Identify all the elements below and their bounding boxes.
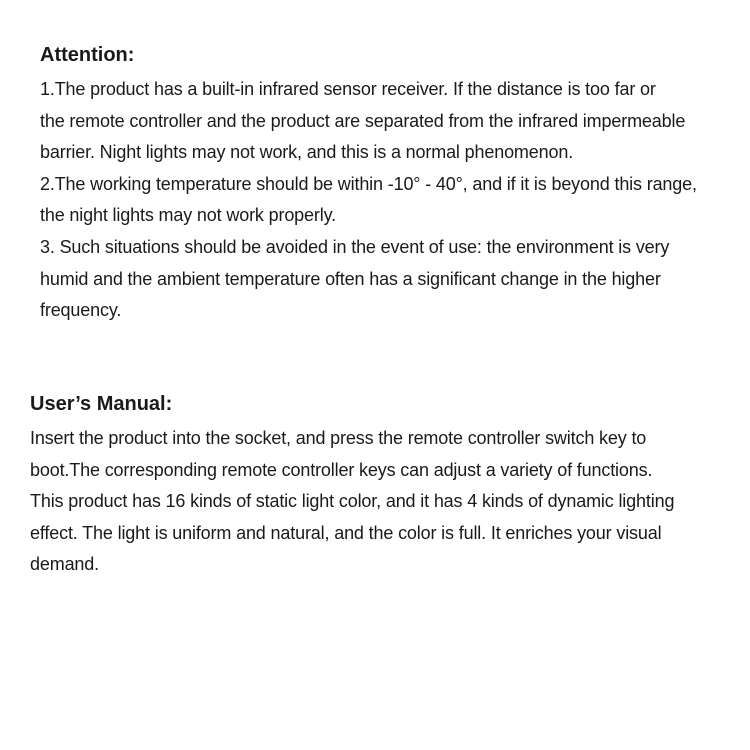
attention-line: frequency.	[40, 300, 122, 321]
attention-line: humid and the ambient temperature often has a significant change in the higher	[40, 268, 661, 289]
attention-body	[40, 74, 745, 327]
manual-line: boot.The corresponding remote controller keys can adjust a variety of functions.	[30, 459, 653, 480]
attention-heading: Attention:	[40, 44, 135, 66]
manual-line: This product has 16 kinds of static light color, and it has 4 kinds of dynamic lighting	[30, 491, 675, 512]
users-manual-section	[30, 389, 735, 581]
attention-line: barrier. Night lights may not work, and this is a normal phenomenon.	[40, 142, 574, 163]
manual-line: effect. The light is uniform and natural, and the color is full. It enriches your visual	[30, 522, 662, 543]
users-manual-body	[30, 423, 735, 581]
attention-line: the remote controller and the product are separated from the infrared impermeable	[40, 110, 686, 131]
attention-line: 2.The working temperature should be within -10° - 40°, and if it is beyond this range,	[40, 173, 697, 194]
attention-line: the night lights may not work properly.	[40, 205, 336, 226]
attention-section	[40, 40, 745, 327]
attention-line: 3. Such situations should be avoided in the event of use: the environment is very	[40, 236, 670, 257]
manual-line: Insert the product into the socket, and press the remote controller switch key to	[30, 428, 647, 448]
users-manual-heading: User’s Manual:	[30, 393, 173, 415]
attention-line: 1.The product has a built-in infrared sensor receiver. If the distance is too far or	[40, 79, 656, 99]
manual-line: demand.	[30, 554, 99, 575]
